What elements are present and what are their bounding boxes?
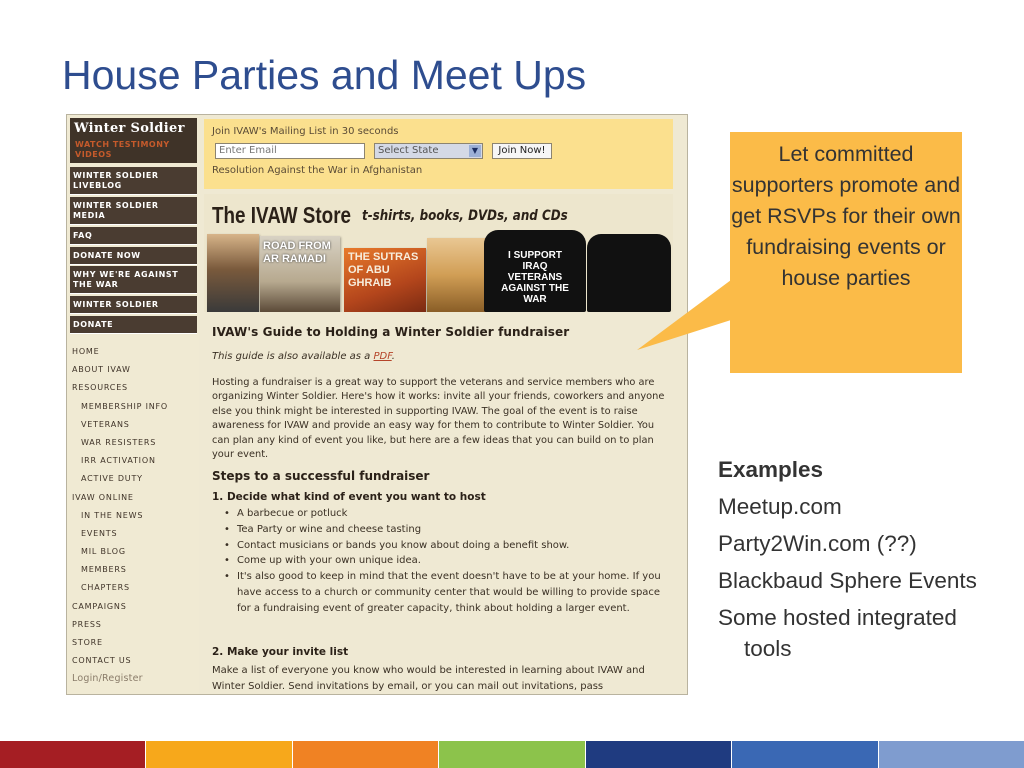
sidebar-link[interactable]: IRR ACTIVATION	[81, 456, 156, 466]
state-select-value: Select State	[378, 145, 439, 156]
callout-box	[730, 132, 962, 373]
sidebar-link[interactable]: MIL BLOG	[81, 547, 126, 557]
guide-pdf-note	[212, 351, 395, 362]
step-2-heading: 2. Make your invite list	[212, 646, 349, 658]
note-prefix: This guide is also available as a	[212, 351, 374, 362]
sidebar-link[interactable]: WAR RESISTERS	[81, 437, 157, 447]
examples-heading: Examples	[718, 457, 824, 482]
list-item: • Tea Party or wine and cheese tasting	[223, 522, 663, 538]
sidebar-link[interactable]: ACTIVE DUTY	[81, 474, 143, 484]
pdf-link[interactable]: PDF	[373, 351, 392, 362]
chevron-down-icon[interactable]: ▼	[469, 145, 481, 157]
logo-text: Winter Soldier	[74, 121, 185, 136]
example-item: Some hosted integrated tools	[718, 605, 957, 661]
book-cover-image	[344, 248, 426, 312]
footer-color-bar	[0, 741, 1024, 768]
footer-segment	[438, 741, 584, 768]
join-now-button[interactable]: Join Now!	[492, 143, 552, 159]
store-title: The IVAW Store	[212, 202, 352, 228]
list-item: • Come up with your own unique idea.	[223, 553, 663, 569]
winter-soldier-logo[interactable]	[70, 118, 197, 163]
book-title: THE SUTRAS OF ABU GHRAIB	[348, 251, 419, 289]
nav-item[interactable]: FAQ	[70, 227, 197, 245]
sidebar-link[interactable]: MEMBERS	[81, 565, 127, 575]
guide-title: IVAW's Guide to Holding a Winter Soldier fundraiser	[212, 325, 570, 339]
sidebar-link[interactable]: RESOURCES	[72, 383, 128, 393]
login-register-link[interactable]: Login/Register	[72, 673, 143, 685]
example-item: Party2Win.com (??)	[718, 531, 917, 556]
store-tagline: t-shirts, books, DVDs, and CDs	[362, 208, 568, 224]
nav-item[interactable]: DONATE	[70, 316, 197, 334]
mailing-list-heading: Join IVAW's Mailing List in 30 seconds	[212, 126, 399, 137]
book-title: ROAD FROM AR RAMADI	[263, 240, 331, 265]
sidebar-link[interactable]: STORE	[72, 638, 103, 647]
footer-segment	[0, 741, 145, 768]
sidebar-link[interactable]: PRESS	[72, 619, 102, 629]
sidebar-link[interactable]: VETERANS	[81, 419, 130, 429]
list-item: • Contact musicians or bands you know about doing a benefit show.	[223, 538, 663, 554]
list-item: • A barbecue or potluck	[223, 506, 663, 522]
book-cover-image	[260, 236, 340, 312]
primary-nav	[70, 167, 197, 267]
sidebar-link[interactable]: ABOUT IVAW	[72, 365, 131, 375]
footer-segment	[585, 741, 731, 768]
afghanistan-resolution-link[interactable]: Resolution Against the War in Afghanistan	[212, 165, 423, 176]
email-input[interactable]: Enter Email	[215, 143, 365, 159]
nav-item[interactable]: WINTER SOLDIER	[70, 296, 197, 314]
sidebar-menu	[72, 343, 197, 689]
sidebar-link[interactable]: CHAPTERS	[81, 583, 130, 593]
event-ideas-list	[223, 506, 663, 617]
tshirt-image	[484, 230, 586, 312]
footer-segment	[145, 741, 291, 768]
sidebar-link[interactable]: EVENTS	[81, 528, 118, 538]
guide-intro: Hosting a fundraiser is a great way to support the veterans and service members who are organizing Winter Soldier. Here's how it works: invite all your friends, coworkers and anyone else you think might be interested in supporting IVAW. The goal of the event is to raise awareness for IVAW and provide an easy way for them to contribute to Winter Soldier. You can plan any kind of event you like, but here are a few ideas that you can build on to plan your event.	[212, 377, 665, 461]
tshirt-slogan: I SUPPORT IRAQ VETERANS AGAINST THE WAR	[501, 250, 569, 305]
footer-segment	[878, 741, 1024, 768]
callout-text: Let committed supporters promote and get RSVPs for their own fundraising events or house parties	[731, 142, 961, 290]
store-banner[interactable]	[204, 194, 673, 312]
footer-segment	[731, 741, 877, 768]
mailing-list-box	[204, 119, 673, 189]
secondary-nav	[70, 266, 197, 336]
nav-item[interactable]: WHY WE'RE AGAINST THE WAR	[70, 266, 197, 294]
callout-pointer	[637, 276, 734, 352]
step-2-text: Make a list of everyone you know who would be interested in learning about IVAW and Winter Soldier. Send invitations by email, or you can mail out invitations, pass	[212, 665, 645, 692]
example-item: Blackbaud Sphere Events	[718, 568, 977, 593]
step-1-heading: 1. Decide what kind of event you want to host	[212, 491, 486, 503]
dvd-cover-image	[207, 234, 259, 312]
footer-segment	[292, 741, 438, 768]
nav-item[interactable]: WINTER SOLDIER LIVEBLOG	[70, 167, 197, 195]
slide-title: House Parties and Meet Ups	[62, 52, 587, 98]
list-item: • It's also good to keep in mind that the event doesn't have to be at your home. If you have access to a church or community center that would be willing to provide space for a fundraising event of greater capacity, think about holding a larger event.	[223, 569, 663, 616]
sidebar-link[interactable]: CONTACT US	[72, 656, 132, 666]
sidebar-link[interactable]: HOME	[72, 347, 100, 356]
nav-item[interactable]: DONATE NOW	[70, 247, 197, 265]
nav-item[interactable]: WINTER SOLDIER MEDIA	[70, 197, 197, 225]
website-screenshot	[66, 114, 688, 695]
watch-testimony-link[interactable]: WATCH TESTIMONY VIDEOS	[75, 140, 170, 159]
state-select[interactable]	[374, 143, 483, 159]
steps-heading: Steps to a successful fundraiser	[212, 469, 430, 483]
sidebar-link[interactable]: IN THE NEWS	[81, 510, 144, 520]
examples-list	[718, 454, 1008, 670]
site-sidebar	[67, 115, 199, 695]
sidebar-link[interactable]: MEMBERSHIP INFO	[81, 401, 169, 411]
sidebar-link[interactable]: CAMPAIGNS	[72, 601, 127, 611]
sidebar-link[interactable]: IVAW ONLINE	[72, 492, 134, 502]
example-item: Meetup.com	[718, 494, 842, 519]
note-suffix: .	[391, 351, 395, 362]
